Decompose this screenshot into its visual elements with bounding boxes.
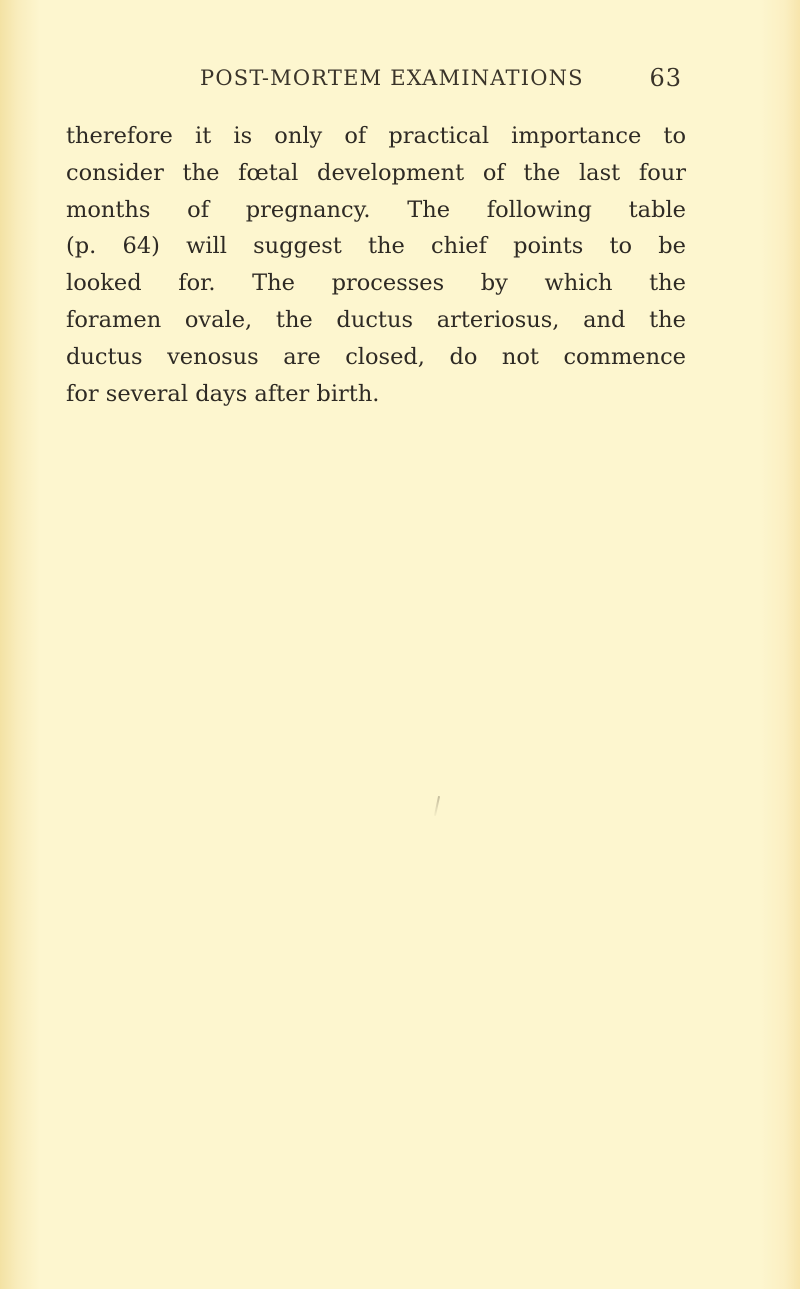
text-line: (p. 64) will suggest the chief points to be	[66, 233, 686, 260]
text-line: consider the fœtal development of the last four	[66, 159, 686, 186]
body-paragraph	[66, 118, 686, 412]
text-line: ductus venosus are closed, do not commence	[66, 343, 686, 370]
paper-speck	[434, 796, 440, 816]
page-header	[200, 64, 682, 98]
text-line: months of pregnancy. The following table	[66, 196, 686, 223]
running-head: POST-MORTEM EXAMINATIONS	[200, 66, 584, 90]
text-line: foramen ovale, the ductus arteriosus, and the	[66, 306, 686, 333]
page-number: 63	[649, 64, 682, 92]
text-line: therefore it is only of practical importance to	[66, 123, 686, 149]
text-line: looked for. The processes by which the	[66, 270, 686, 297]
text-line: for several days after birth.	[66, 380, 380, 407]
